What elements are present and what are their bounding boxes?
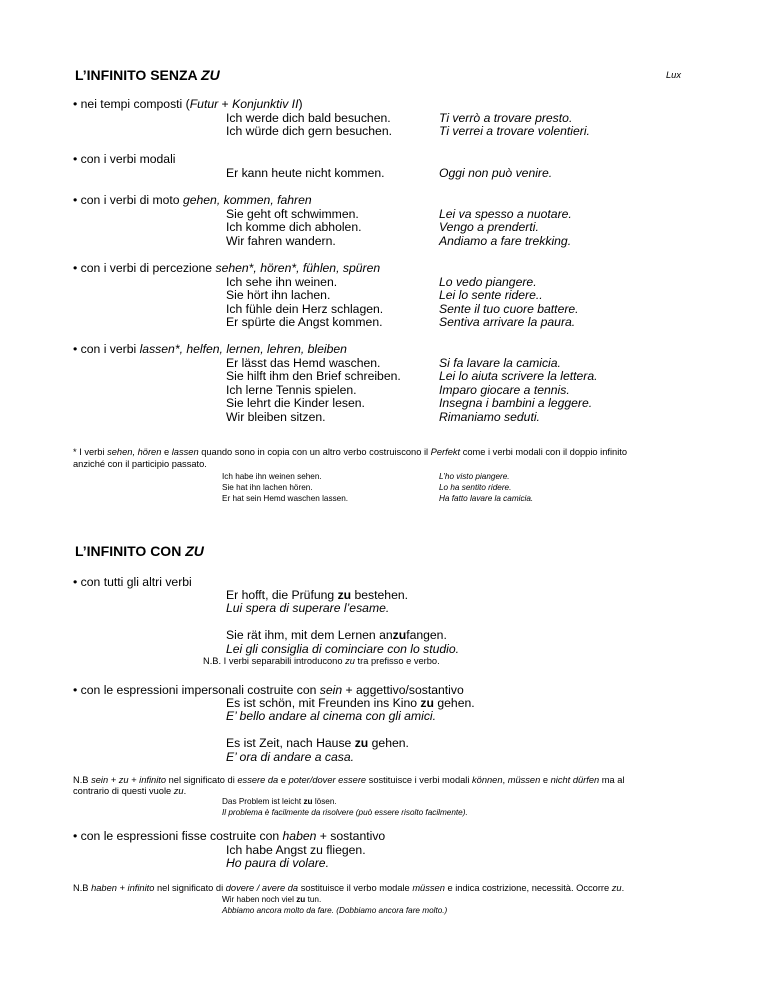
example-de: Er kann heute nicht kommen. bbox=[226, 166, 385, 180]
bullet-italic: haben bbox=[282, 829, 317, 843]
note-text: quando sono in copia con un altro verbo costruiscono il bbox=[198, 447, 431, 457]
nb-text: e indica costrizione, necessità. Occorre bbox=[444, 883, 612, 893]
footnote-line-2: anziché con il participio passato. bbox=[73, 459, 207, 469]
note-italic: sehen, hören bbox=[107, 447, 162, 457]
bullet-espressioni-impersonali bbox=[73, 684, 464, 696]
example-it: Lei lo aiuta scrivere la lettera. bbox=[439, 369, 598, 383]
nb-text: nel significato di bbox=[154, 883, 226, 893]
nb-text: sostituisce i verbi modali bbox=[366, 775, 473, 785]
zu-bold: zu bbox=[337, 588, 352, 602]
nb-text: tun. bbox=[305, 895, 322, 904]
zu-bold: zu bbox=[420, 696, 434, 710]
nb-text: Wir haben noch viel bbox=[222, 895, 297, 904]
example-it: Lui spera di superare l’esame. bbox=[226, 601, 390, 615]
example-text: Es ist Zeit, nach Hause bbox=[226, 736, 355, 750]
bullet-text: • con i verbi di moto bbox=[73, 193, 183, 207]
nb-text: lösen. bbox=[312, 797, 337, 806]
zu-bold: zu bbox=[296, 895, 306, 904]
note-italic: lassen bbox=[171, 447, 199, 457]
bullet-text: ) bbox=[298, 97, 303, 111]
example-de: Wir fahren wandern. bbox=[226, 234, 336, 248]
nb-text: sostituisce il verbo modale bbox=[298, 883, 413, 893]
example-it: E’ ora di andare a casa. bbox=[226, 750, 355, 764]
example-de: Sie hilft ihm den Brief schreiben. bbox=[226, 369, 401, 383]
nb-italic: zu bbox=[345, 656, 355, 666]
footnote-example-de: Er hat sein Hemd waschen lassen. bbox=[222, 494, 349, 503]
nb-italic: müssen bbox=[412, 883, 445, 893]
nb-text: e bbox=[278, 775, 289, 785]
example-de: Ich fühle dein Herz schlagen. bbox=[226, 302, 384, 316]
footnote-example-it: L’ho visto piangere. bbox=[439, 472, 510, 481]
example-it: Ti verrei a trovare volentieri. bbox=[439, 124, 590, 138]
example-de bbox=[226, 737, 409, 749]
nb-italic: nicht dürfen bbox=[550, 775, 600, 785]
bullet-text: • con le espressioni fisse costruite con bbox=[73, 829, 283, 843]
example-de: Wir bleiben sitzen. bbox=[226, 410, 326, 424]
title-text: L’INFINITO CON bbox=[75, 543, 186, 559]
example-it: Sentiva arrivare la paura. bbox=[439, 315, 576, 329]
example-text: Er hofft, die Prüfung bbox=[226, 588, 338, 602]
example-it: Ho paura di volare. bbox=[226, 856, 329, 870]
bullet-text: • con le espressioni impersonali costruite con bbox=[73, 683, 320, 697]
footnote-example-it: Lo ha sentito ridere. bbox=[439, 483, 512, 492]
zu-bold: zu bbox=[392, 628, 407, 642]
example-it: Si fa lavare la camicia. bbox=[439, 356, 561, 370]
example-it: Sente il tuo cuore battere. bbox=[439, 302, 579, 316]
note-italic: Perfekt bbox=[430, 447, 461, 457]
example-de bbox=[226, 589, 408, 601]
nb-italic: essere da bbox=[237, 775, 279, 785]
bullet-espressioni-fisse bbox=[73, 830, 385, 842]
example-text: fangen. bbox=[406, 628, 447, 642]
example-it: Lo vedo piangere. bbox=[439, 275, 537, 289]
nb-italic: müssen bbox=[507, 775, 541, 785]
nb-italic: zu bbox=[611, 883, 622, 893]
footnote-example-it: Ha fatto lavare la camicia. bbox=[439, 494, 534, 503]
example-text: bestehen. bbox=[351, 588, 409, 602]
bullet-italic: sein bbox=[319, 683, 343, 697]
nb-example-de bbox=[222, 896, 321, 904]
nb-text: ma al bbox=[599, 775, 625, 785]
nb-example-it: Il problema è facilmente da risolvere (può essere risolto facilmente). bbox=[222, 808, 468, 817]
note-text: come i verbi modali con il doppio infinito bbox=[460, 447, 628, 457]
nb-text: nel significato di bbox=[166, 775, 238, 785]
example-text: gehen. bbox=[368, 736, 409, 750]
example-it: Lei gli consiglia di cominciare con lo studio. bbox=[226, 642, 460, 656]
nb-italic: können bbox=[472, 775, 503, 785]
nb-italic: dovere / avere da bbox=[225, 883, 299, 893]
bullet-text: • con i verbi di percezione bbox=[73, 261, 216, 275]
example-de: Ich habe Angst zu fliegen. bbox=[226, 843, 366, 857]
bullet-verbi-percezione bbox=[73, 262, 380, 274]
note-text: e bbox=[161, 447, 172, 457]
nb-text: N.B. I verbi separabili introducono bbox=[203, 656, 346, 666]
example-de bbox=[226, 697, 475, 709]
example-it: Oggi non può venire. bbox=[439, 166, 553, 180]
bullet-text: + aggettivo/sostantivo bbox=[342, 683, 464, 697]
zu-bold: zu bbox=[354, 736, 369, 750]
bullet-text: • nei tempi composti ( bbox=[73, 97, 190, 111]
note-text: * I verbi bbox=[73, 447, 108, 457]
example-de: Ich werde dich bald besuchen. bbox=[226, 111, 391, 125]
nb-example-de bbox=[222, 798, 337, 806]
nb-text: . bbox=[183, 786, 187, 796]
example-it: Imparo giocare a tennis. bbox=[439, 383, 570, 397]
nb-italic: haben + infinito bbox=[91, 883, 155, 893]
example-de bbox=[226, 629, 447, 641]
example-text: Sie rät ihm, mit dem Lernen an bbox=[226, 628, 393, 642]
footnote-line-1 bbox=[73, 448, 627, 457]
nb-italic: sein + zu + infinito bbox=[91, 775, 167, 785]
nb-text: tra prefisso e verbo. bbox=[354, 656, 440, 666]
example-de: Sie lehrt die Kinder lesen. bbox=[226, 396, 365, 410]
nb-text: e bbox=[540, 775, 551, 785]
zu-bold: zu bbox=[303, 797, 313, 806]
nb-text: Das Problem ist leicht bbox=[222, 797, 304, 806]
nb-text: contrario di questi vuole bbox=[73, 786, 174, 796]
example-text: Es ist schön, mit Freunden ins Kino bbox=[226, 696, 421, 710]
example-de: Er spürte die Angst kommen. bbox=[226, 315, 383, 329]
nb-separabili bbox=[203, 657, 440, 666]
bullet-verbi-modali: • con i verbi modali bbox=[73, 152, 176, 166]
example-de: Ich sehe ihn weinen. bbox=[226, 275, 338, 289]
example-it: E’ bello andare al cinema con gli amici. bbox=[226, 709, 437, 723]
bullet-verbi-lassen bbox=[73, 343, 347, 355]
nb-italic: poter/dover essere bbox=[288, 775, 367, 785]
nb-text: . bbox=[621, 883, 625, 893]
bullet-text: + sostantivo bbox=[316, 829, 386, 843]
nb-sein-zu-line-2 bbox=[73, 787, 186, 796]
example-it: Andiamo a fare trekking. bbox=[439, 234, 572, 248]
example-it: Insegna i bambini a leggere. bbox=[439, 396, 593, 410]
bullet-text: • con i verbi bbox=[73, 342, 140, 356]
example-de: Sie geht oft schwimmen. bbox=[226, 207, 359, 221]
nb-haben-line bbox=[73, 884, 624, 893]
nb-italic: zu bbox=[173, 786, 184, 796]
footnote-example-de: Sie hat ihn lachen hören. bbox=[222, 483, 313, 492]
bullet-tempi-composti bbox=[73, 98, 303, 110]
bullet-text: + bbox=[218, 97, 233, 111]
bullet-italic: gehen, kommen, fahren bbox=[182, 193, 312, 207]
example-de: Sie hört ihn lachen. bbox=[226, 288, 331, 302]
nb-sein-zu-line-1 bbox=[73, 776, 625, 785]
author-label: Lux bbox=[666, 70, 681, 80]
bullet-italic: Konjunktiv II bbox=[232, 97, 299, 111]
section-title-senza-zu bbox=[75, 68, 220, 82]
nb-text: N.B bbox=[73, 883, 92, 893]
example-it: Ti verrò a trovare presto. bbox=[439, 111, 573, 125]
nb-text: , bbox=[502, 775, 508, 785]
example-it: Vengo a prenderti. bbox=[439, 220, 539, 234]
nb-example-it: Abbiamo ancora molto da fare. (Dobbiamo ancora fare molto.) bbox=[222, 906, 448, 915]
example-de: Ich würde dich gern besuchen. bbox=[226, 124, 392, 138]
bullet-italic: sehen*, hören*, fühlen, spüren bbox=[215, 261, 381, 275]
example-de: Er lässt das Hemd waschen. bbox=[226, 356, 381, 370]
title-text: L’INFINITO SENZA bbox=[75, 67, 202, 83]
bullet-italic: lassen*, helfen, lernen, lehren, bleiben bbox=[139, 342, 347, 356]
footnote-example-de: Ich habe ihn weinen sehen. bbox=[222, 472, 322, 481]
example-de: Ich komme dich abholen. bbox=[226, 220, 362, 234]
nb-text: N.B bbox=[73, 775, 92, 785]
example-it: Lei lo sente ridere.. bbox=[439, 288, 543, 302]
bullet-verbi-moto bbox=[73, 194, 312, 206]
example-it: Lei va spesso a nuotare. bbox=[439, 207, 572, 221]
section-title-con-zu bbox=[75, 544, 204, 558]
title-zu: ZU bbox=[185, 543, 204, 559]
example-de: Ich lerne Tennis spielen. bbox=[226, 383, 357, 397]
example-text: gehen. bbox=[433, 696, 475, 710]
example-it: Rimaniamo seduti. bbox=[439, 410, 540, 424]
bullet-tutti-altri-verbi: • con tutti gli altri verbi bbox=[73, 575, 192, 589]
bullet-italic: Futur bbox=[189, 97, 219, 111]
title-zu: ZU bbox=[201, 67, 220, 83]
